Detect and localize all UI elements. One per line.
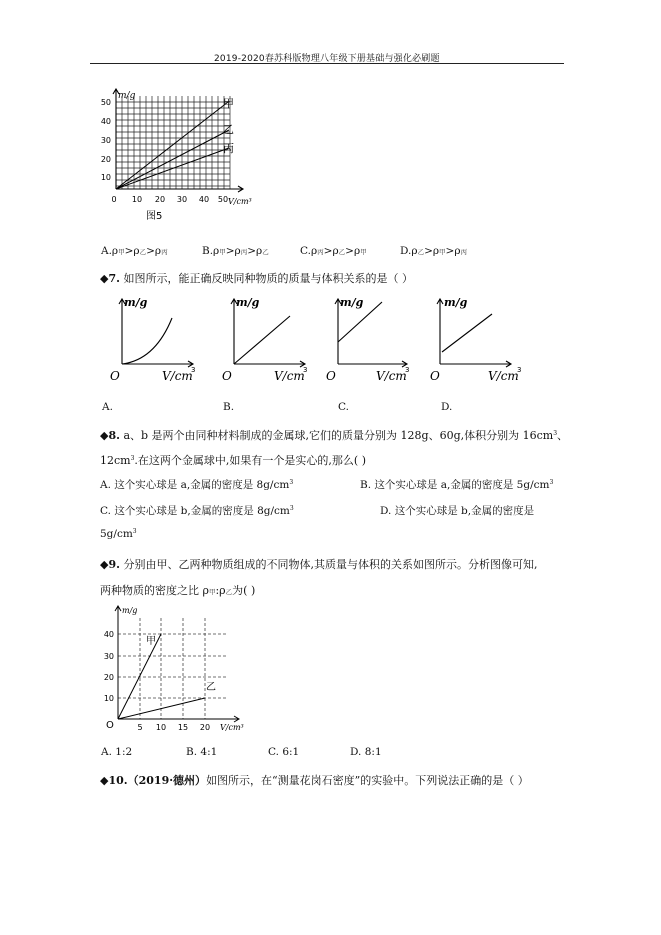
q8-option-c: C. 这个实心球是 b,金属的密度是 $8g/cm^3$ bbox=[100, 505, 294, 517]
svg-text:20: 20 bbox=[154, 195, 166, 204]
svg-text:30: 30 bbox=[176, 195, 188, 204]
svg-text:40: 40 bbox=[198, 195, 210, 204]
svg-text:20: 20 bbox=[199, 723, 211, 732]
svg-text:O: O bbox=[222, 369, 232, 383]
svg-text:O: O bbox=[326, 369, 336, 383]
svg-text:m/g: m/g bbox=[236, 296, 260, 309]
q7-graphs bbox=[100, 292, 560, 392]
q8-line1: ◆8. a、b 是两个由同种材料制成的金属球,它们的质量分别为 128g、60g,体积分别为 $16cm^3$、 bbox=[100, 429, 569, 442]
q8-option-d-cont: $5g/cm^3$ bbox=[100, 528, 137, 540]
svg-text:V/cm: V/cm bbox=[488, 369, 519, 383]
q9-line-yi bbox=[118, 698, 205, 719]
svg-text:3: 3 bbox=[405, 366, 410, 374]
q9-ylabel: m/g bbox=[122, 606, 138, 615]
figure-5-graph bbox=[92, 88, 262, 228]
fig5-caption: 图5 bbox=[146, 211, 163, 222]
q9-label-jia: 甲 bbox=[146, 636, 156, 647]
svg-text:40: 40 bbox=[103, 630, 114, 639]
svg-text:40: 40 bbox=[100, 117, 111, 126]
q9-origin: O bbox=[106, 720, 114, 731]
header-rule bbox=[90, 63, 564, 64]
svg-text:10: 10 bbox=[103, 694, 114, 703]
q9-xlabel: V/cm³ bbox=[220, 723, 244, 732]
q6-option-b: B.ρ甲>ρ丙>ρ乙 bbox=[202, 245, 269, 257]
svg-text:O: O bbox=[430, 369, 440, 383]
svg-text:30: 30 bbox=[103, 652, 114, 661]
q9-option-c: C. 6:1 bbox=[268, 746, 300, 758]
q7-option-b: B. bbox=[223, 401, 235, 413]
q9-line1: ◆9. 分别由甲、乙两种物质组成的不同物体,其质量与体积的关系如图所示。分析图像可知, bbox=[100, 558, 538, 571]
svg-text:50: 50 bbox=[100, 98, 111, 107]
line-jia bbox=[116, 102, 228, 189]
svg-text:30: 30 bbox=[100, 136, 111, 145]
svg-text:3: 3 bbox=[303, 366, 308, 374]
svg-text:10: 10 bbox=[155, 723, 167, 732]
svg-text:V/cm: V/cm bbox=[162, 369, 193, 383]
q8-option-d: D. 这个实心球是 b,金属的密度是 bbox=[380, 505, 535, 517]
svg-text:3: 3 bbox=[517, 366, 522, 374]
q6-option-d: D.ρ乙>ρ甲>ρ丙 bbox=[400, 245, 468, 257]
page-header: 2019-2020春苏科版物理八年级下册基础与强化必刷题 bbox=[214, 54, 440, 64]
q6-option-c: C.ρ丙>ρ乙>ρ甲 bbox=[300, 245, 367, 257]
q7-option-c: C. bbox=[338, 401, 349, 413]
svg-text:0: 0 bbox=[111, 195, 117, 204]
fig5-ylabel: m/g bbox=[118, 91, 136, 101]
svg-text:20: 20 bbox=[103, 673, 114, 682]
curve-a bbox=[122, 318, 172, 364]
q7-option-a: A. bbox=[102, 401, 113, 413]
q7-option-d: D. bbox=[441, 401, 453, 413]
svg-text:O: O bbox=[110, 369, 120, 383]
q6-option-a: A.ρ甲>ρ乙>ρ丙 bbox=[101, 245, 168, 257]
fig5-xlabel: V/cm³ bbox=[228, 197, 252, 206]
label-bing: 丙 bbox=[223, 142, 234, 155]
svg-text:V/cm: V/cm bbox=[376, 369, 407, 383]
label-jia: 甲 bbox=[223, 97, 234, 110]
svg-text:15: 15 bbox=[177, 723, 189, 732]
svg-text:20: 20 bbox=[100, 155, 111, 164]
q8-option-b: B. 这个实心球是 a,金属的密度是 $5g/cm^3$ bbox=[360, 479, 554, 491]
q9-option-b: B. 4:1 bbox=[186, 746, 218, 758]
q9-label-yi: 乙 bbox=[206, 682, 216, 693]
q10-stem: ◆10.（2019·德州）如图所示，在“测量花岗石密度”的实验中。下列说法正确的是（ ） bbox=[100, 774, 529, 787]
line-d bbox=[442, 314, 492, 352]
svg-text:10: 10 bbox=[131, 195, 143, 204]
svg-text:m/g: m/g bbox=[124, 296, 148, 309]
label-yi: 乙 bbox=[223, 123, 234, 136]
q9-line2: 两种物质的密度之比 ρ甲:ρ乙为( ) bbox=[100, 584, 256, 597]
q9-option-d: D. 8:1 bbox=[350, 746, 382, 758]
q9-graph bbox=[100, 602, 260, 737]
q7-stem: ◆7. 如图所示，能正确反映同种物质的质量与体积关系的是（ ） bbox=[100, 272, 413, 285]
svg-text:V/cm: V/cm bbox=[274, 369, 305, 383]
svg-text:3: 3 bbox=[191, 366, 196, 374]
svg-text:m/g: m/g bbox=[444, 296, 468, 309]
line-b bbox=[234, 316, 290, 364]
svg-text:m/g: m/g bbox=[340, 296, 364, 309]
svg-text:50: 50 bbox=[217, 195, 229, 204]
q8-option-a: A. 这个实心球是 a,金属的密度是 $8g/cm^3$ bbox=[100, 479, 294, 491]
svg-text:10: 10 bbox=[100, 173, 111, 182]
q9-option-a: A. 1:2 bbox=[101, 746, 133, 758]
svg-text:5: 5 bbox=[137, 723, 143, 732]
q8-line2: $12cm^3$.在这两个金属球中,如果有一个是实心的,那么( ) bbox=[100, 454, 366, 467]
